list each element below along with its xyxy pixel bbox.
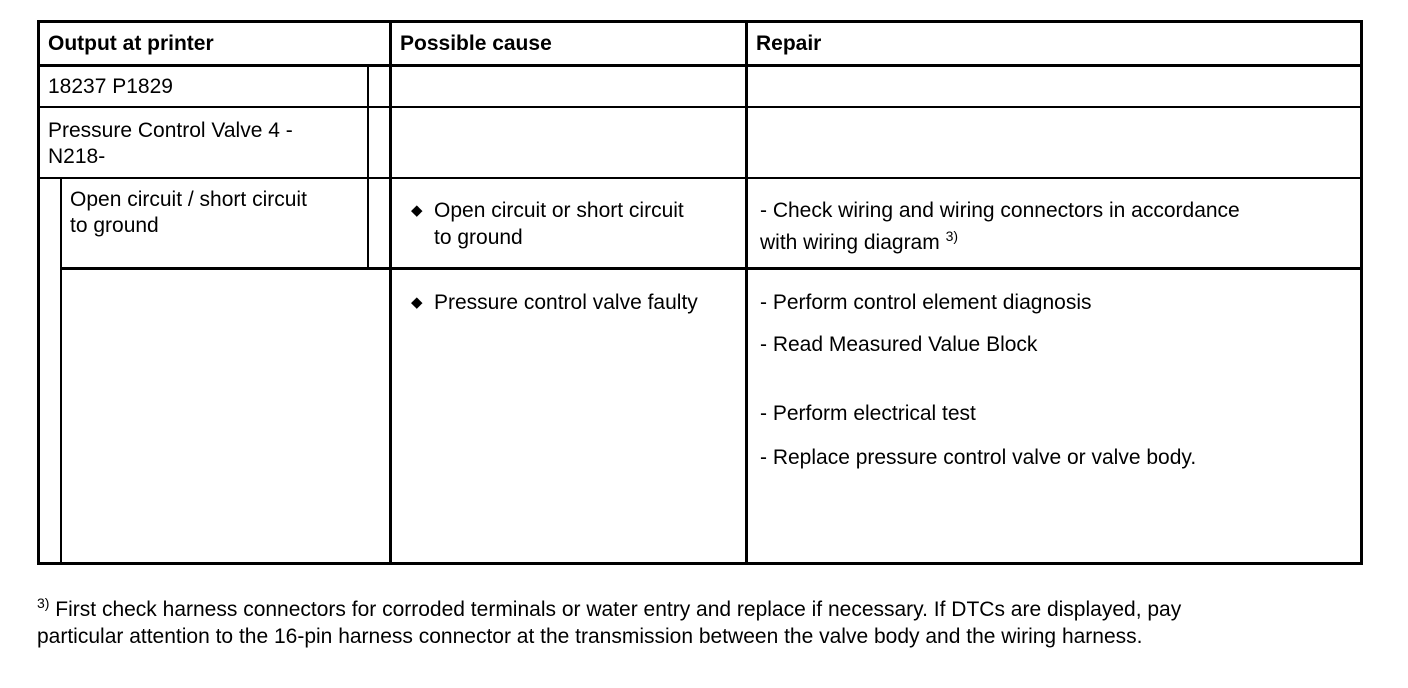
repair-wiring-line1: - Check wiring and wiring connectors in accordance xyxy=(760,199,1240,222)
header-possible-cause: Possible cause xyxy=(400,32,552,55)
cause-valve-faulty: Pressure control valve faulty xyxy=(434,291,698,314)
repair-wiring-line2 xyxy=(760,229,958,256)
table-border-right xyxy=(1360,20,1363,565)
row-divider-component xyxy=(37,177,1363,179)
cause-open-short-line1: Open circuit or short circuit xyxy=(434,199,684,222)
fault-code: 18237 P1829 xyxy=(48,75,173,98)
footnote-text1: First check harness connectors for corroded terminals or water entry and replace if necessary. If DTCs are displayed, pay xyxy=(55,598,1182,621)
table-border-left xyxy=(37,20,40,565)
row-divider-header xyxy=(37,64,1363,67)
diamond-bullet-icon: ◆ xyxy=(411,202,423,219)
footnote-line2: particular attention to the 16-pin harness connector at the transmission between the valve body and the wiring harness. xyxy=(37,625,1143,648)
footnote-reference: 3) xyxy=(945,228,959,244)
table-border-bottom xyxy=(37,562,1363,565)
repair-wiring-text: with wiring diagram xyxy=(760,231,940,254)
diagnostic-table xyxy=(37,20,1363,565)
component-name-line2: N218- xyxy=(48,145,106,168)
header-repair: Repair xyxy=(756,32,822,55)
indent-divider-fault xyxy=(60,178,62,565)
repair-step: - Read Measured Value Block xyxy=(760,333,1038,356)
column-divider-repair xyxy=(745,20,748,565)
footnote-marker: 3) xyxy=(37,595,50,611)
header-output-at-printer: Output at printer xyxy=(48,32,214,55)
fault-type-line1: Open circuit / short circuit xyxy=(70,188,307,211)
repair-step: - Perform control element diagnosis xyxy=(760,291,1092,314)
diamond-bullet-icon: ◆ xyxy=(411,294,423,311)
indent-divider-inner xyxy=(367,65,369,269)
cause-open-short-line2: to ground xyxy=(434,226,523,249)
column-divider-cause xyxy=(389,20,392,565)
component-name-line1: Pressure Control Valve 4 - xyxy=(48,119,293,142)
fault-type-line2: to ground xyxy=(70,214,159,237)
footnote-line1 xyxy=(37,596,1367,623)
footnote xyxy=(37,596,1367,650)
row-divider-fault xyxy=(60,267,1363,270)
repair-step: - Perform electrical test xyxy=(760,402,976,425)
row-divider-code xyxy=(37,106,1363,108)
repair-step: - Replace pressure control valve or valve body. xyxy=(760,446,1197,469)
table-border-top xyxy=(37,20,1363,23)
